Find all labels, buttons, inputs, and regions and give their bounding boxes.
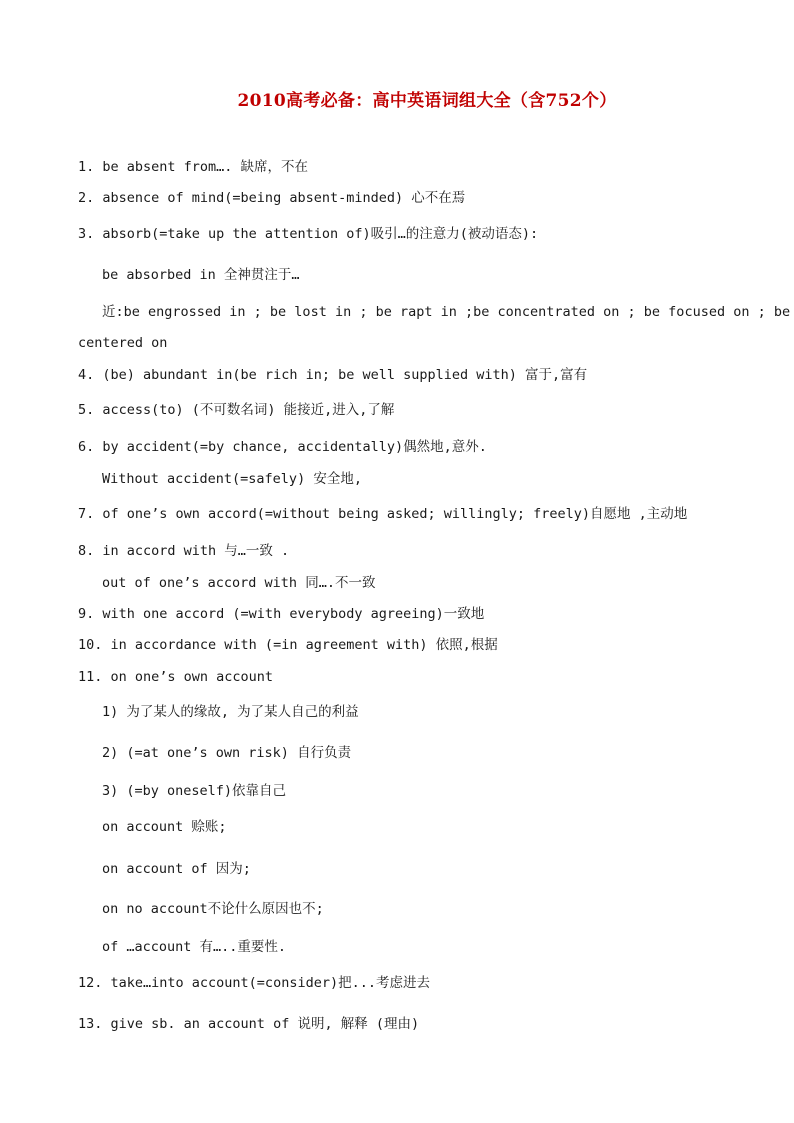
entry-subline: 近:be engrossed in ; be lost in ; be rapt in ;be concentrated on ; be focused on ; be bbox=[102, 304, 791, 320]
entry-line: 12. take…into account(=consider)把...考虑进去 bbox=[78, 975, 430, 991]
entry-line: 3. absorb(=take up the attention of)吸引…的注意力(被动语态): bbox=[78, 226, 539, 242]
entry-line: 5. access(to) (不可数名词) 能接近,进入,了解 bbox=[78, 402, 395, 418]
entry-line: centered on bbox=[78, 335, 168, 351]
entry-subline: Without accident(=safely) 安全地, bbox=[102, 471, 362, 487]
entry-subline: be absorbed in 全神贯注于… bbox=[102, 267, 300, 283]
entry-line: 2. absence of mind(=being absent-minded) 心不在焉 bbox=[78, 190, 466, 206]
entry-line: 9. with one accord (=with everybody agreeing)一致地 bbox=[78, 606, 485, 622]
entry-line: 1. be absent from…. 缺席，不在 bbox=[78, 159, 309, 175]
entry-line: 13. give sb. an account of 说明, 解释 (理由) bbox=[78, 1016, 420, 1032]
entry-subline: on account 赊账; bbox=[102, 819, 227, 835]
entry-subline: out of one’s accord with 同….不一致 bbox=[102, 575, 376, 591]
entry-subline: 2) (=at one’s own risk) 自行负责 bbox=[102, 745, 352, 761]
entry-line: 11. on one’s own account bbox=[78, 669, 274, 685]
document-title: 2010高考必备：高中英语词组大全（含752个） bbox=[237, 91, 617, 111]
entry-line: 10. in accordance with (=in agreement with) 依照,根据 bbox=[78, 637, 498, 653]
entry-subline: of …account 有…..重要性. bbox=[102, 939, 287, 955]
entry-subline: on account of 因为; bbox=[102, 861, 251, 877]
entry-subline: 3) (=by oneself)依靠自己 bbox=[102, 783, 287, 799]
entry-subline: on no account不论什么原因也不; bbox=[102, 901, 324, 917]
entry-line: 4. (be) abundant in(be rich in; be well supplied with) 富于,富有 bbox=[78, 367, 588, 383]
entry-subline: 1) 为了某人的缘故, 为了某人自己的利益 bbox=[102, 704, 359, 720]
entry-line: 7. of one’s own accord(=without being asked; willingly; freely)自愿地 ,主动地 bbox=[78, 506, 688, 522]
entry-line: 8. in accord with 与…一致 . bbox=[78, 543, 290, 559]
entry-line: 6. by accident(=by chance, accidentally)偶然地,意外. bbox=[78, 439, 487, 455]
